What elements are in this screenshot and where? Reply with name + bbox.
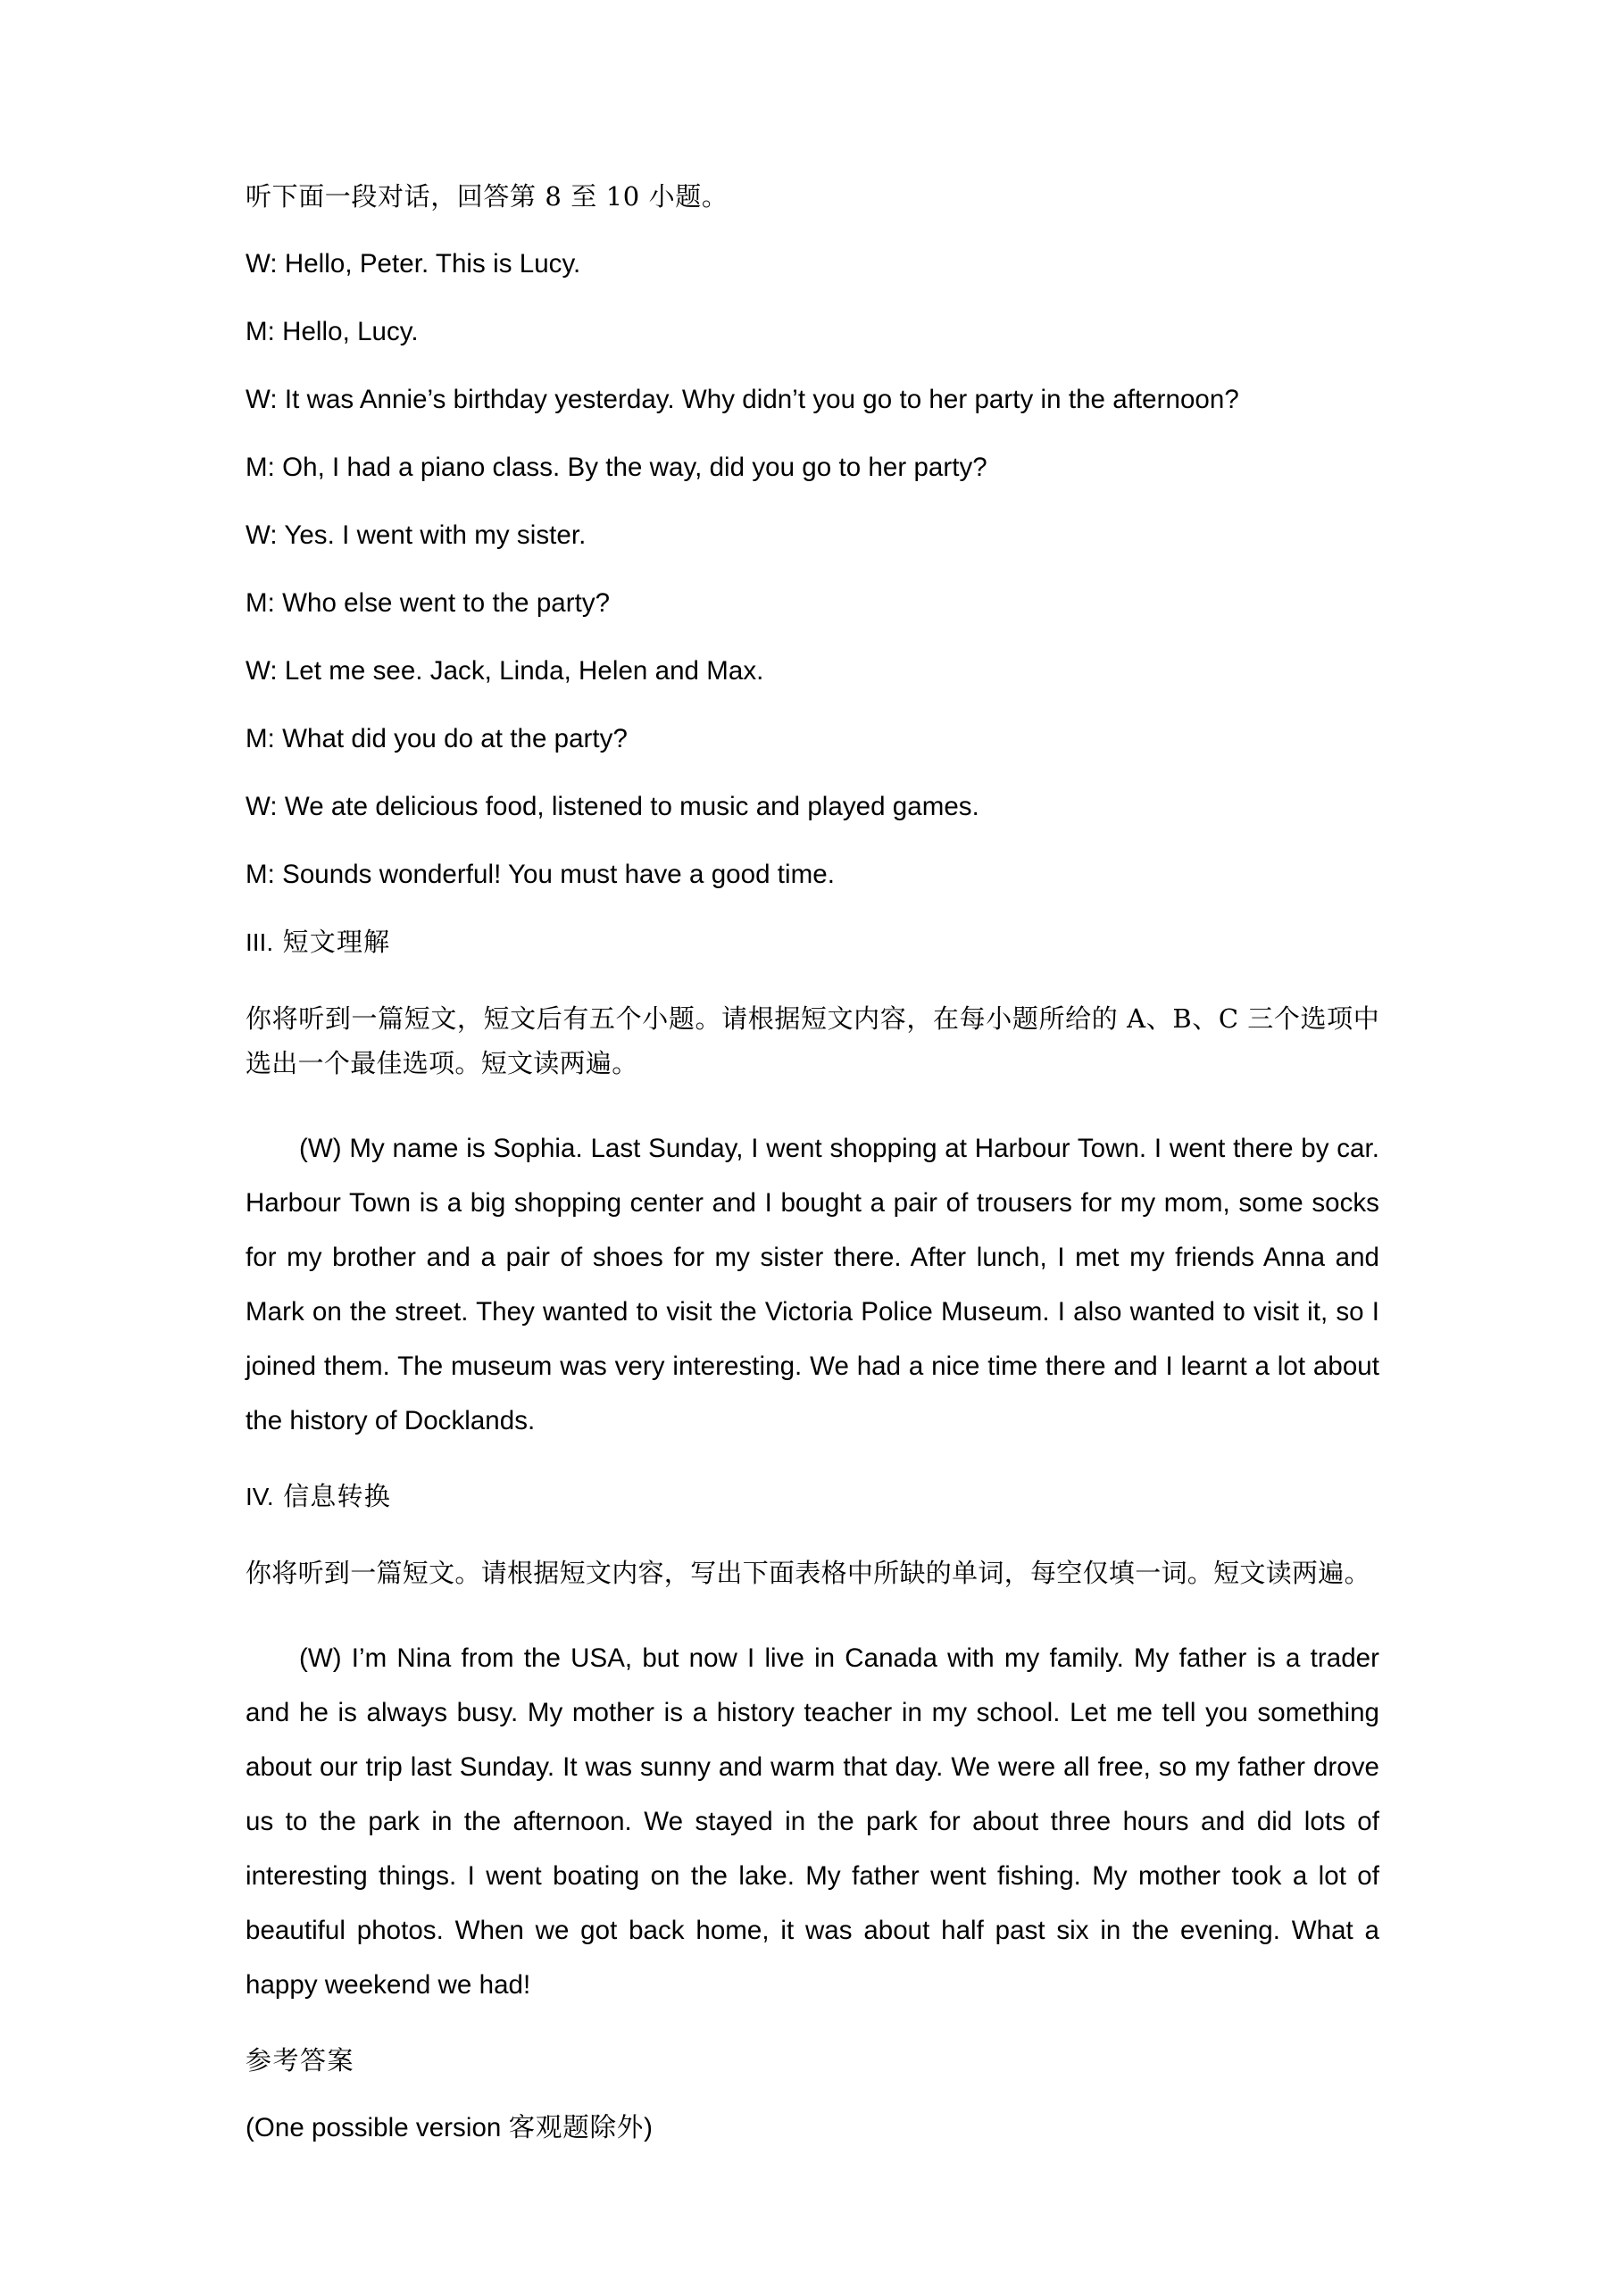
dialogue-line: W: Yes. I went with my sister.: [246, 520, 587, 550]
dialogue-prompt: 听下面一段对话，回答第 8 至 10 小题。: [246, 181, 729, 212]
dialogue-line: M: Who else went to the party?: [246, 588, 611, 618]
section-numeral: IV.: [246, 1483, 274, 1510]
section-heading-four: [246, 1481, 1379, 1511]
version-note-close: ): [644, 2113, 653, 2142]
section-title: 信息转换: [283, 1481, 391, 1511]
section-four-instructions: 你将听到一篇短文。请根据短文内容，写出下面表格中所缺的单词，每空仅填一词。短文读两遍。: [246, 1558, 1370, 1588]
version-note-cjk: 客观题除外: [508, 2112, 645, 2142]
dialogue-line: M: Sounds wonderful! You must have a good time.: [246, 860, 835, 889]
dialogue-line: M: Oh, I had a piano class. By the way, did you go to her party?: [246, 453, 987, 482]
version-note-latin: (One possible version: [246, 2113, 509, 2142]
document-content: [246, 181, 1379, 2142]
dialogue-line: M: Hello, Lucy.: [246, 317, 419, 346]
dialogue-line: W: Hello, Peter. This is Lucy.: [246, 249, 581, 279]
section-title: 短文理解: [282, 927, 391, 957]
section-three-passage: (W) My name is Sophia. Last Sunday, I went shopping at Harbour Town. I went there by car. Harbour Town is a big shopping center and I bought a pair of trousers for my mom, some socks for my brother and a pair of shoes for my sister there. After lunch, I met my friends Anna and Mark on the street. They wanted to visit the Victoria Police Museum. I also wanted to visit it, so I joined them. The museum was very interesting. We had a nice time there and I learnt a lot about the history of Docklands.: [246, 1134, 1379, 1435]
dialogue-line: M: What did you do at the party?: [246, 724, 628, 753]
section-numeral: III.: [246, 928, 274, 956]
answer-key-version-note: [246, 2112, 1379, 2142]
section-four-passage: (W) I’m Nina from the USA, but now I live in Canada with my family. My father is a trader and he is always busy. My mother is a history teacher in my school. Let me tell you something about our trip last Sunday. It was sunny and warm that day. We were all free, so my father drove us to the park in the afternoon. We stayed in the park for about three hours and did lots of interesting things. I went boating on the lake. My father went fishing. My mother took a lot of beautiful photos. When we got back home, it was about half past six in the evening. What a happy weekend we had!: [246, 1643, 1379, 2000]
answer-key-heading: 参考答案: [246, 2045, 355, 2076]
dialogue-line: W: It was Annie’s birthday yesterday. Why didn’t you go to her party in the afternoon?: [246, 385, 1239, 414]
dialogue-line: W: We ate delicious food, listened to music and played games.: [246, 792, 979, 821]
section-heading-three: [246, 929, 1379, 955]
dialogue-line: W: Let me see. Jack, Linda, Helen and Max.: [246, 656, 764, 686]
section-three-instructions: 你将听到一篇短文，短文后有五个小题。请根据短文内容，在每小题所给的 A、B、C 三个选项中选出一个最佳选项。短文读两遍。: [246, 1003, 1379, 1078]
